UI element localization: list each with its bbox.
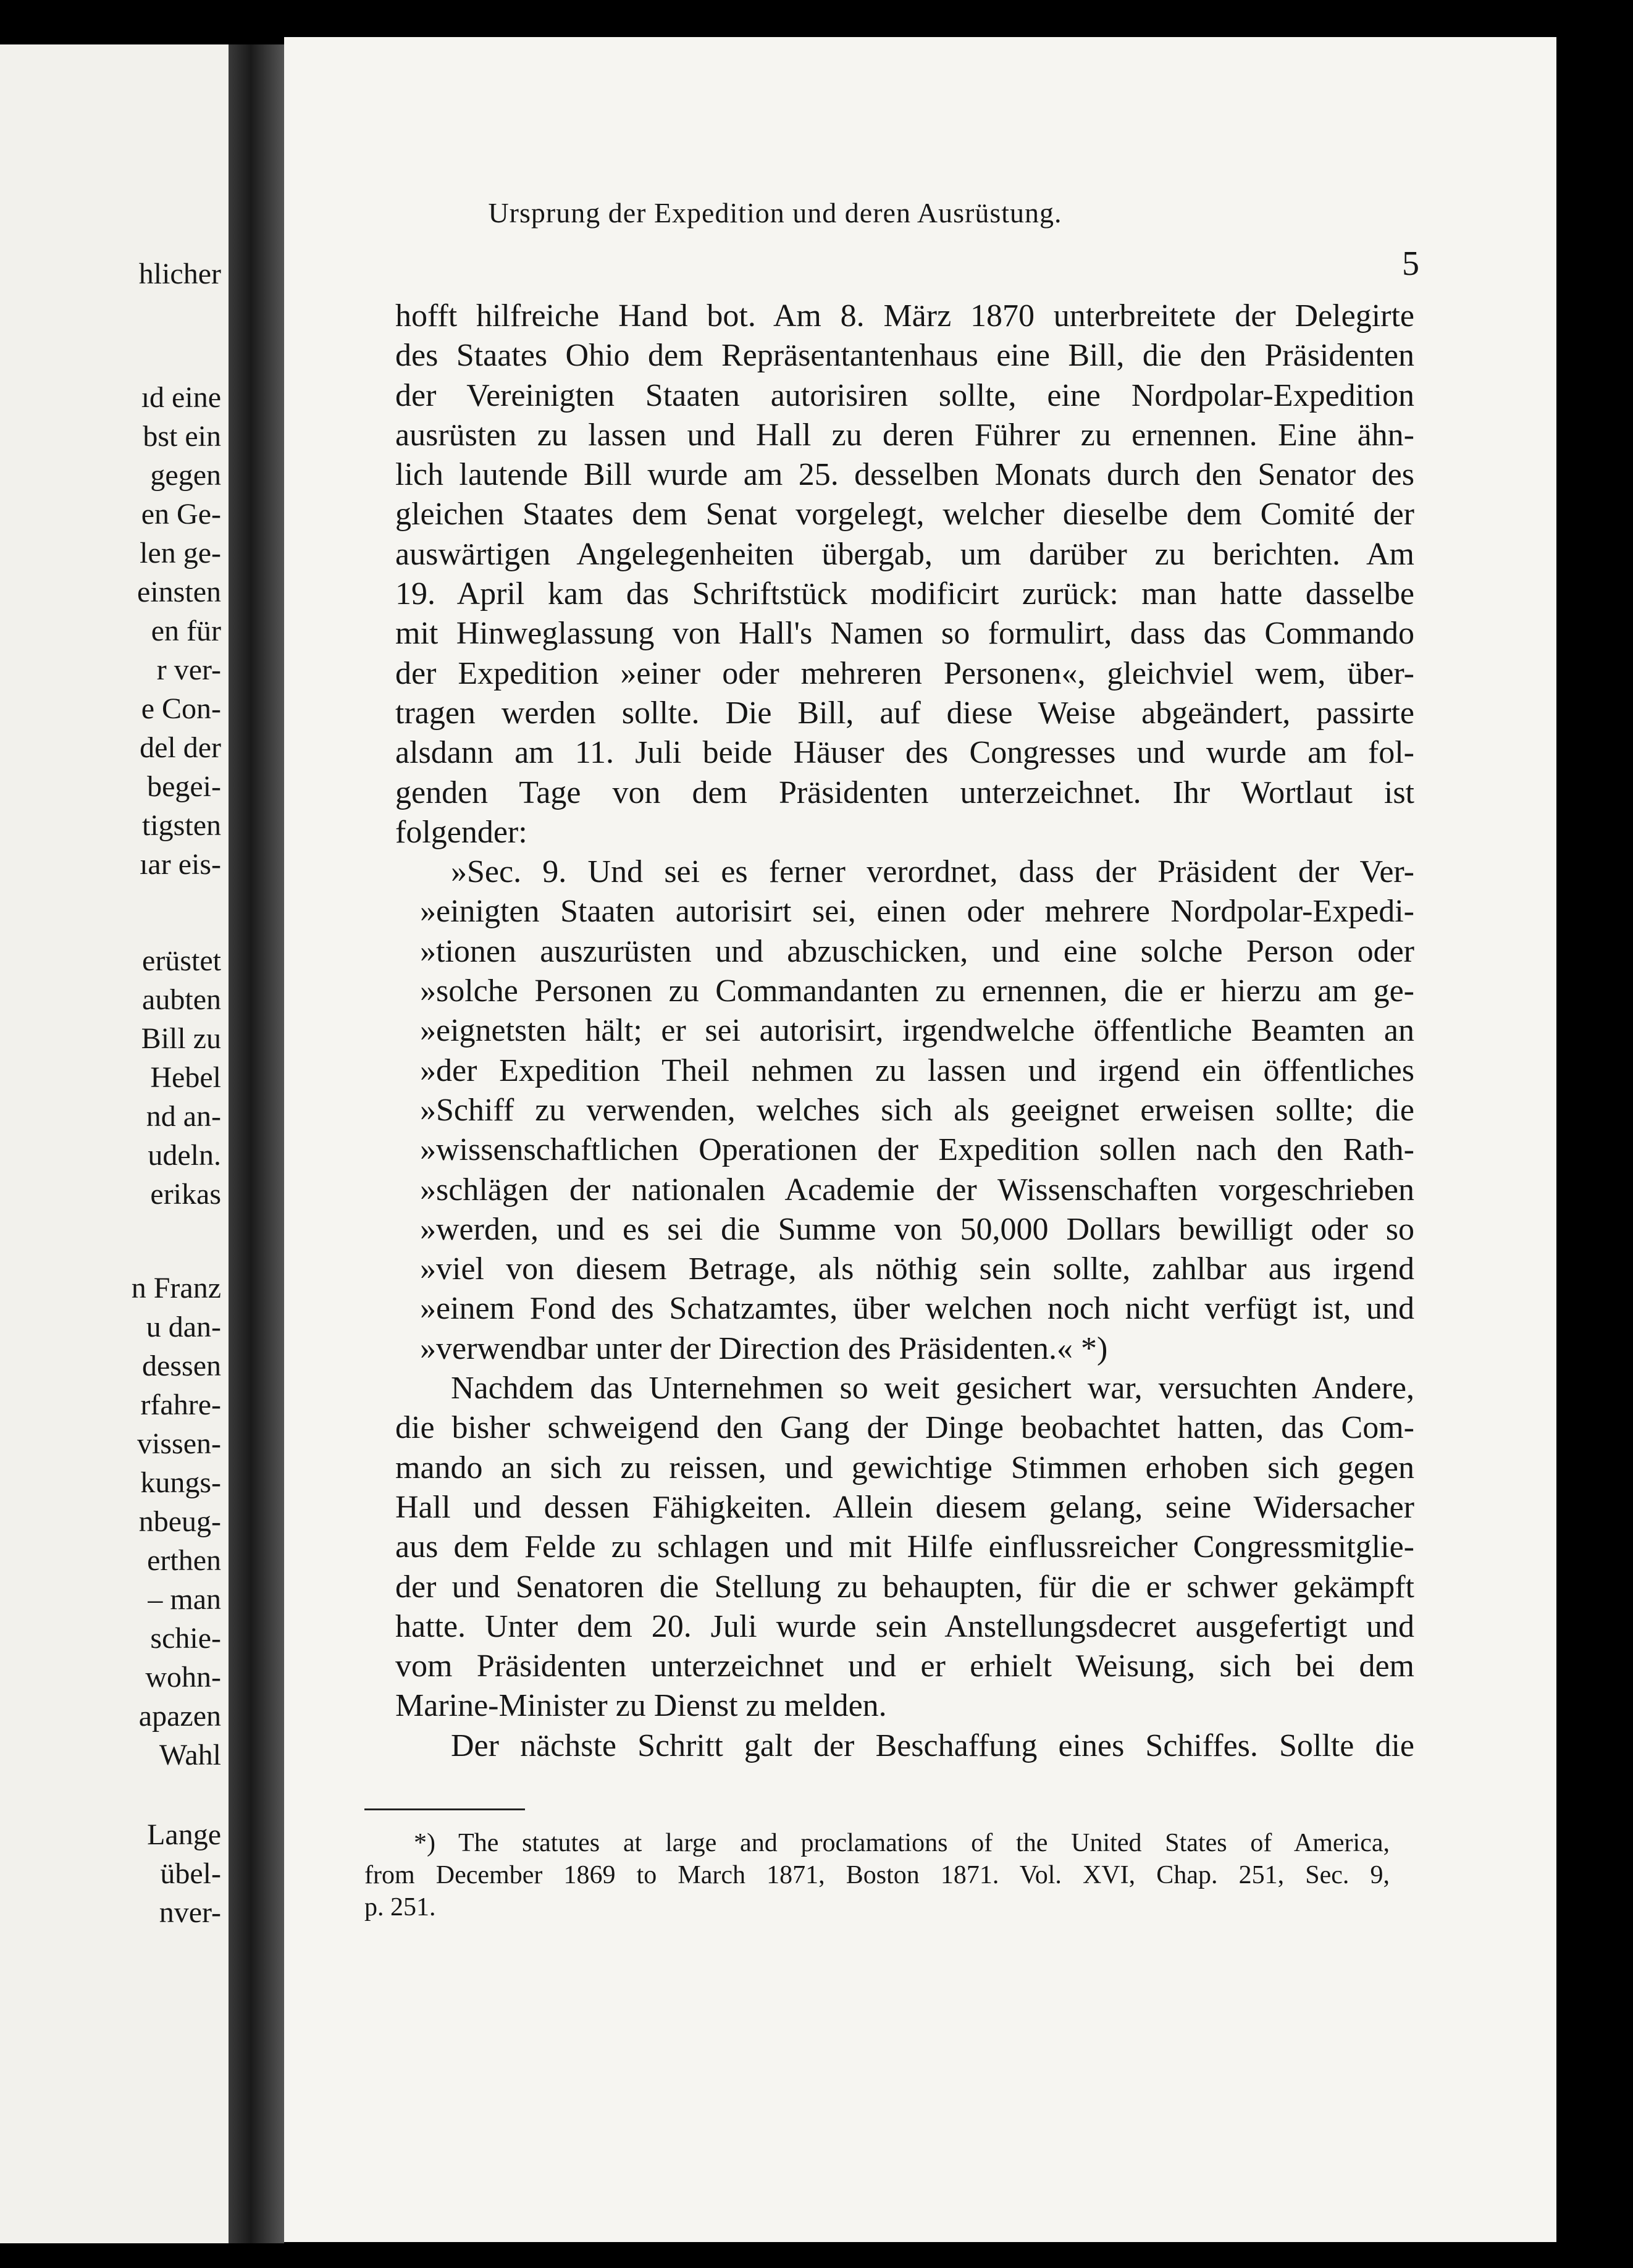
left-page-line: aubten — [142, 983, 221, 1016]
quote-line: »wissenschaftlichen Operationen der Expedition sollen nach den Rath- — [420, 1132, 1414, 1168]
text-line: hofft hilfreiche Hand bot. Am 8. März 1870 unterbreitete der Delegirte — [395, 298, 1414, 334]
text-line: Hall und dessen Fähigkeiten. Allein diesem gelang, seine Widersacher — [395, 1489, 1414, 1525]
text-line: des Staates Ohio dem Repräsentantenhaus eine Bill, die den Präsidenten — [395, 338, 1414, 374]
left-page-line: kungs- — [140, 1466, 221, 1499]
quote-line: »Schiff zu verwenden, welches sich als geeignet erweisen sollte; die — [420, 1092, 1414, 1128]
text-line: tragen werden sollte. Die Bill, auf diese Weise abgeändert, passirte — [395, 695, 1414, 731]
text-line: 19. April kam das Schriftstück modificirt zurück: man hatte dasselbe — [395, 576, 1414, 612]
left-page-line: erikas — [150, 1178, 221, 1211]
left-page-line: e Con- — [141, 692, 221, 725]
left-page-fragment — [0, 44, 229, 2243]
text-line: Der nächste Schritt galt der Beschaffung eines Schiffes. Sollte die — [451, 1728, 1414, 1763]
quote-line: »eignetsten hält; er sei autorisirt, irgendwelche öffentliche Beamten an — [420, 1013, 1414, 1049]
left-page-line: ıar eis- — [140, 848, 221, 881]
left-page-line: begei- — [147, 770, 221, 803]
text-line: Nachdem das Unternehmen so weit gesichert war, versuchten Andere, — [451, 1371, 1414, 1406]
text-line: Marine-Minister zu Dienst zu melden. — [395, 1688, 887, 1724]
text-line: lich lautende Bill wurde am 25. desselben Monats durch den Senator des — [395, 457, 1414, 493]
left-page-line: übel- — [160, 1857, 221, 1890]
left-page-line: vissen- — [137, 1427, 221, 1460]
left-page-line: Bill zu — [141, 1022, 221, 1055]
left-page-line: – man — [148, 1583, 221, 1616]
left-page-line: einsten — [137, 576, 221, 608]
left-page-line: udeln. — [148, 1139, 221, 1172]
footnote-rule — [364, 1808, 525, 1810]
text-line: mit Hinweglassung von Hall's Namen so formulirt, dass das Commando — [395, 616, 1414, 652]
quote-line: »Sec. 9. Und sei es ferner verordnet, dass der Präsident der Ver- — [451, 854, 1414, 890]
text-line: die bisher schweigend den Gang der Dinge beobachtet hatten, das Com- — [395, 1410, 1414, 1446]
left-page-line: u dan- — [146, 1311, 221, 1343]
footnote-line: from December 1869 to March 1871, Boston 1871. Vol. XVI, Chap. 251, Sec. 9, — [364, 1861, 1390, 1889]
text-line: der und Senatoren die Stellung zu behaupten, für die er schwer gekämpft — [395, 1569, 1414, 1605]
text-line: mando an sich zu reissen, und gewichtige Stimmen erhoben sich gegen — [395, 1450, 1414, 1485]
left-page-line: en für — [151, 615, 221, 647]
left-page-line: r ver- — [156, 653, 221, 686]
quote-line: »verwendbar unter der Direction des Präsidenten.« *) — [420, 1330, 1108, 1366]
left-page-line: schie- — [150, 1622, 221, 1655]
left-page-line: dessen — [142, 1350, 221, 1382]
footnote — [364, 1827, 1390, 1923]
left-page-line: ıd eine — [141, 381, 221, 414]
left-page-line: Lange — [147, 1818, 221, 1851]
text-line: genden Tage von dem Präsidenten unterzeichnet. Ihr Wortlaut ist — [395, 775, 1414, 810]
text-line: auswärtigen Angelegenheiten übergab, um darüber zu berichten. Am — [395, 536, 1414, 572]
text-line: hatte. Unter dem 20. Juli wurde sein Anstellungsdecret ausgefertigt und — [395, 1608, 1414, 1644]
left-page-line: hlicher — [138, 258, 221, 290]
text-line: folgender: — [395, 814, 527, 850]
quote-line: »solche Personen zu Commandanten zu ernennen, die er hierzu am ge- — [420, 973, 1414, 1009]
left-page-line: rfahre- — [140, 1388, 221, 1421]
left-page-line: len ge- — [140, 537, 221, 569]
text-line: der Vereinigten Staaten autorisiren sollte, eine Nordpolar-Expedition — [395, 377, 1414, 413]
text-line: alsdann am 11. Juli beide Häuser des Congresses und wurde am fol- — [395, 735, 1414, 771]
text-line: gleichen Staates dem Senat vorgelegt, welcher dieselbe dem Comité der — [395, 497, 1414, 532]
footnote-line: *) The statutes at large and proclamations of the United States of America, — [414, 1829, 1390, 1857]
text-line: vom Präsidenten unterzeichnet und er erhielt Weisung, sich bei dem — [395, 1648, 1414, 1684]
body-text — [395, 296, 1414, 1766]
left-page-line: erthen — [147, 1544, 221, 1577]
left-page-line: tigsten — [142, 809, 221, 842]
left-page-line: del der — [140, 731, 221, 764]
left-page-line: gegen — [150, 459, 221, 492]
left-page-line: erüstet — [142, 944, 221, 977]
left-page-line: apazen — [138, 1700, 221, 1732]
left-page-line: Hebel — [150, 1061, 221, 1094]
text-line: aus dem Felde zu schlagen und mit Hilfe einflussreicher Congressmitglie- — [395, 1529, 1414, 1565]
left-page-line: Wahl — [159, 1739, 221, 1771]
left-page-line: wohn- — [145, 1661, 221, 1694]
page-number: 5 — [1402, 245, 1419, 283]
quote-line: »viel von diesem Betrage, als nöthig sein sollte, zahlbar aus irgend — [420, 1251, 1414, 1287]
quote-line: »schlägen der nationalen Academie der Wissenschaften vorgeschrieben — [420, 1172, 1414, 1208]
text-line: der Expedition »einer oder mehreren Personen«, gleichviel wem, über- — [395, 655, 1414, 691]
left-page-line: en Ge- — [141, 498, 221, 531]
left-page-line: bst ein — [143, 420, 221, 453]
text-line: ausrüsten zu lassen und Hall zu deren Führer zu ernennen. Eine ähn- — [395, 417, 1414, 453]
book-gutter — [229, 44, 284, 2243]
quote-line: »der Expedition Theil nehmen zu lassen und irgend ein öffentliches — [420, 1052, 1414, 1088]
quote-line: »einem Fond des Schatzamtes, über welchen noch nicht verfügt ist, und — [420, 1291, 1414, 1327]
left-page-line: nver- — [159, 1896, 221, 1929]
left-page-line: nbeug- — [138, 1505, 221, 1538]
quote-line: »werden, und es sei die Summe von 50,000 Dollars bewilligt oder so — [420, 1211, 1414, 1247]
running-head: Ursprung der Expedition und deren Ausrüstung. — [488, 197, 1062, 229]
left-page-line: n Franz — [131, 1272, 221, 1304]
footnote-line: p. 251. — [364, 1893, 436, 1922]
quote-line: »einigten Staaten autorisirt sei, einen oder mehrere Nordpolar-Expedi- — [420, 894, 1414, 930]
left-page-line: nd an- — [146, 1100, 221, 1133]
quote-line: »tionen auszurüsten und abzuschicken, und eine solche Person oder — [420, 933, 1414, 969]
